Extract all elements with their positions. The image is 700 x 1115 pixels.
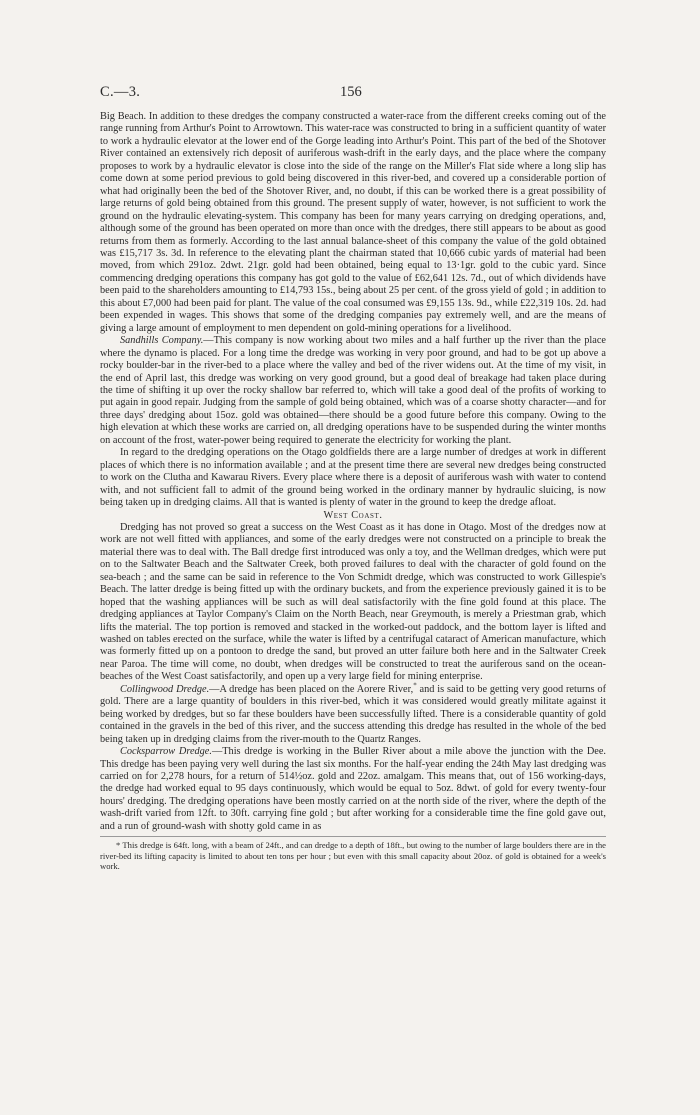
paragraph-big-beach: Big Beach. In addition to these dredges the company constructed a water-race from the different creeks coming out of the range running from Arthur's Point to Arrowtown. This water-race was constructed to bring in a sufficient quantity of water to work a hydraulic elevator at the lower end of the Gorge leading into Arthur's Point. This part of the bed of the Shotover River contained an extensively rich deposit of auriferous wash-drift in the early days, and the place where the company proposes to work by a hydraulic elevator is close into the side of the range on the Miller's Flat side where a long slip has come down at some period previous to gold being discovered in this river-bed, and covered up a considerable portion of what had originally been the bed of the Shotover River, and, no doubt, if this can be worked there is a great possibility of large returns of gold being obtained from this ground. The present supply of water, however, is not sufficient to work the ground on the hydraulic elevating-system. This company has been for many years carrying on dredging operations, and, although some of the ground has been operated on more than once with the dredges, there still appears to be about as good returns from them as formerly. According to the last annual balance-sheet of this company the value of the gold obtained was £15,717 3s. 3d. In reference to the elevating plant the chairman stated that 10,666 cubic yards of material had been moved, from which 291oz. 2dwt. 21gr. gold had been obtained, being equal to 13·1gr. gold to the cubic yard. Since commencing dredging operations this company has got gold to the value of £62,641 12s. 7d., out of which dividends have been paid to the shareholders amounting to £14,793 15s., being about 25 per cent. of the gross yield of gold ; in addition to this about £7,000 had been paid for plant. The value of the coal consumed was £9,155 13s. 9d., while £22,319 10s. 2d. had been expended in wages. This shows that some of the dredging companies pay extremely well, and are the means of giving a large amount of employment to men dependent on gold-mining operations for a livelihood. <box>100 111 606 334</box>
footnote-marker[interactable]: * <box>413 681 417 690</box>
paragraph-lead: Sandhills Company. <box>120 335 204 347</box>
paragraph-text-continued: and is said to be getting very good returns of gold. There are a large quantity of boulders in this river-bed, which it was considered would greatly militate against it being worked by dredges, but so far these boulders have been successfully lifted. There is a considerable quantity of gold contained in the gravels in the bed of this river, and the success attending this dredge has resulted in the whole of the bed being taken up in dredging claims from the river-mouth to the Quartz Ranges. <box>100 683 607 745</box>
paragraph-text: —A dredge has been placed on the Aorere River, <box>209 683 414 695</box>
paragraph-lead: Cocksparrow Dredge. <box>120 746 212 758</box>
paragraph-cocksparrow-dredge <box>100 746 606 833</box>
page-number: 156 <box>340 84 362 100</box>
paragraph-west-coast-dredging: Dredging has not proved so great a success on the West Coast as it has done in Otago. Most of the dredges now at work are not well fitted with appliances, and some of the early dredges were not constructed on a principle to break the material there was to deal with. The Ball dredge first introduced was only a toy, and the Wellman dredges, which were put on to the Saltwater Beach and the Saltwater Creek, both proved failures to deal with the character of gold found on the sea-beach ; and the same can be said in reference to the Von Schmidt dredge, which was constructed to work Gillespie's Beach. The latter dredge is being fitted up with the ordinary buckets, and from the experience previously gained it is to be hoped that the washing appliances will be such as will deal satisfactorily with the fine gold found at this place. The dredging appliances at Taylor Company's Claim on the North Beach, near Greymouth, is merely a Priestman grab, which lifts the material. The top portion is removed and stacked in the worked-out paddock, and the bottom layer is lifted and washed on tables erected on the surface, while the water is lifted by a centrifugal cataract of American manufacture, which was formerly fitted up on a pontoon to dredge the sand, but proved an utter failure both here and in the Saltwater Creek near Paroa. The time will come, no doubt, when dredges will be constructed to treat the auriferous sand on the ocean-beaches of the West Coast satisfactorily, and open up a very large field for mining enterprise. <box>100 521 606 683</box>
page-body <box>100 111 606 872</box>
paragraph-lead: Collingwood Dredge. <box>120 683 210 695</box>
footnote: * This dredge is 64ft. long, with a beam of 24ft., and can dredge to a depth of 18ft., but owing to the number of large boulders there are in the river-bed its lifting capacity is limited to about ten tons per hour ; but even with this small capacity about 20oz. of gold is obtained for a week's work. <box>100 840 606 872</box>
paragraph-text: —This company is now working about two miles and a half further up the river than the place where the dynamo is placed. For a long time the dredge was working in very poor ground, and had to be got up above a rocky boulder-bar in the river-bed to a place where the valley and bed of the river widens out. At the time of my visit, in the end of April last, this dredge was working on very good ground, but a good deal of breakage had taken place during the time of shifting it up over the rocky shallow bar referred to, which will take a good deal of the profits of working to put again in good repair. Judging from the sample of gold being obtained, which was of a coarse shotty character—and for three days' dredging about 15oz. gold was obtained—there should be a good future before this company. Owing to the high elevation at which these works are carried on, all dredging operations have to be suspended during the winter months on account of the frost, water-power being required to generate the electricity for working the plant. <box>100 335 606 446</box>
document-reference: C.—3. <box>100 84 141 100</box>
footnote-divider <box>100 836 606 837</box>
page-header <box>100 84 606 106</box>
paragraph-sandhills-company <box>100 335 606 447</box>
paragraph-collingwood-dredge <box>100 681 607 746</box>
paragraph-text: —This dredge is working in the Buller River about a mile above the junction with the Dee. This dredge has been paying very well during the last six months. For the half-year ending the 24th May last dredging was carried on for 2,278 hours, for a return of 514½oz. gold and 22oz. amalgam. This means that, out of 156 working-days, the dredge had worked equal to 95 days continuously, which would be equal to 5oz. 8dwt. of gold for every twenty-four hours' dredging. The dredging operations have been mostly carried on at the north side of the river, where the depth of the wash-drift varied from 12ft. to 30ft. carrying fine gold ; but after working for a considerable time the fine gold gave out, and a run of ground-wash with shotty gold came in as <box>100 746 606 832</box>
paragraph-otago-dredging: In regard to the dredging operations on the Otago goldfields there are a large number of dredges at work in different places of which there is no information available ; and at the present time there are several new dredges being constructed to work on the Clutha and Kawarau Rivers. Every place where there is a deposit of auriferous wash with water to contend with, and not sufficient fall to admit of the ground being worked in the ordinary manner by hydraulic sluicing, is now being taken up in dredging claims. All that is wanted is plenty of water in the ground to keep the dredge afloat. <box>100 447 606 509</box>
section-heading-west-coast: West Coast. <box>323 509 383 521</box>
